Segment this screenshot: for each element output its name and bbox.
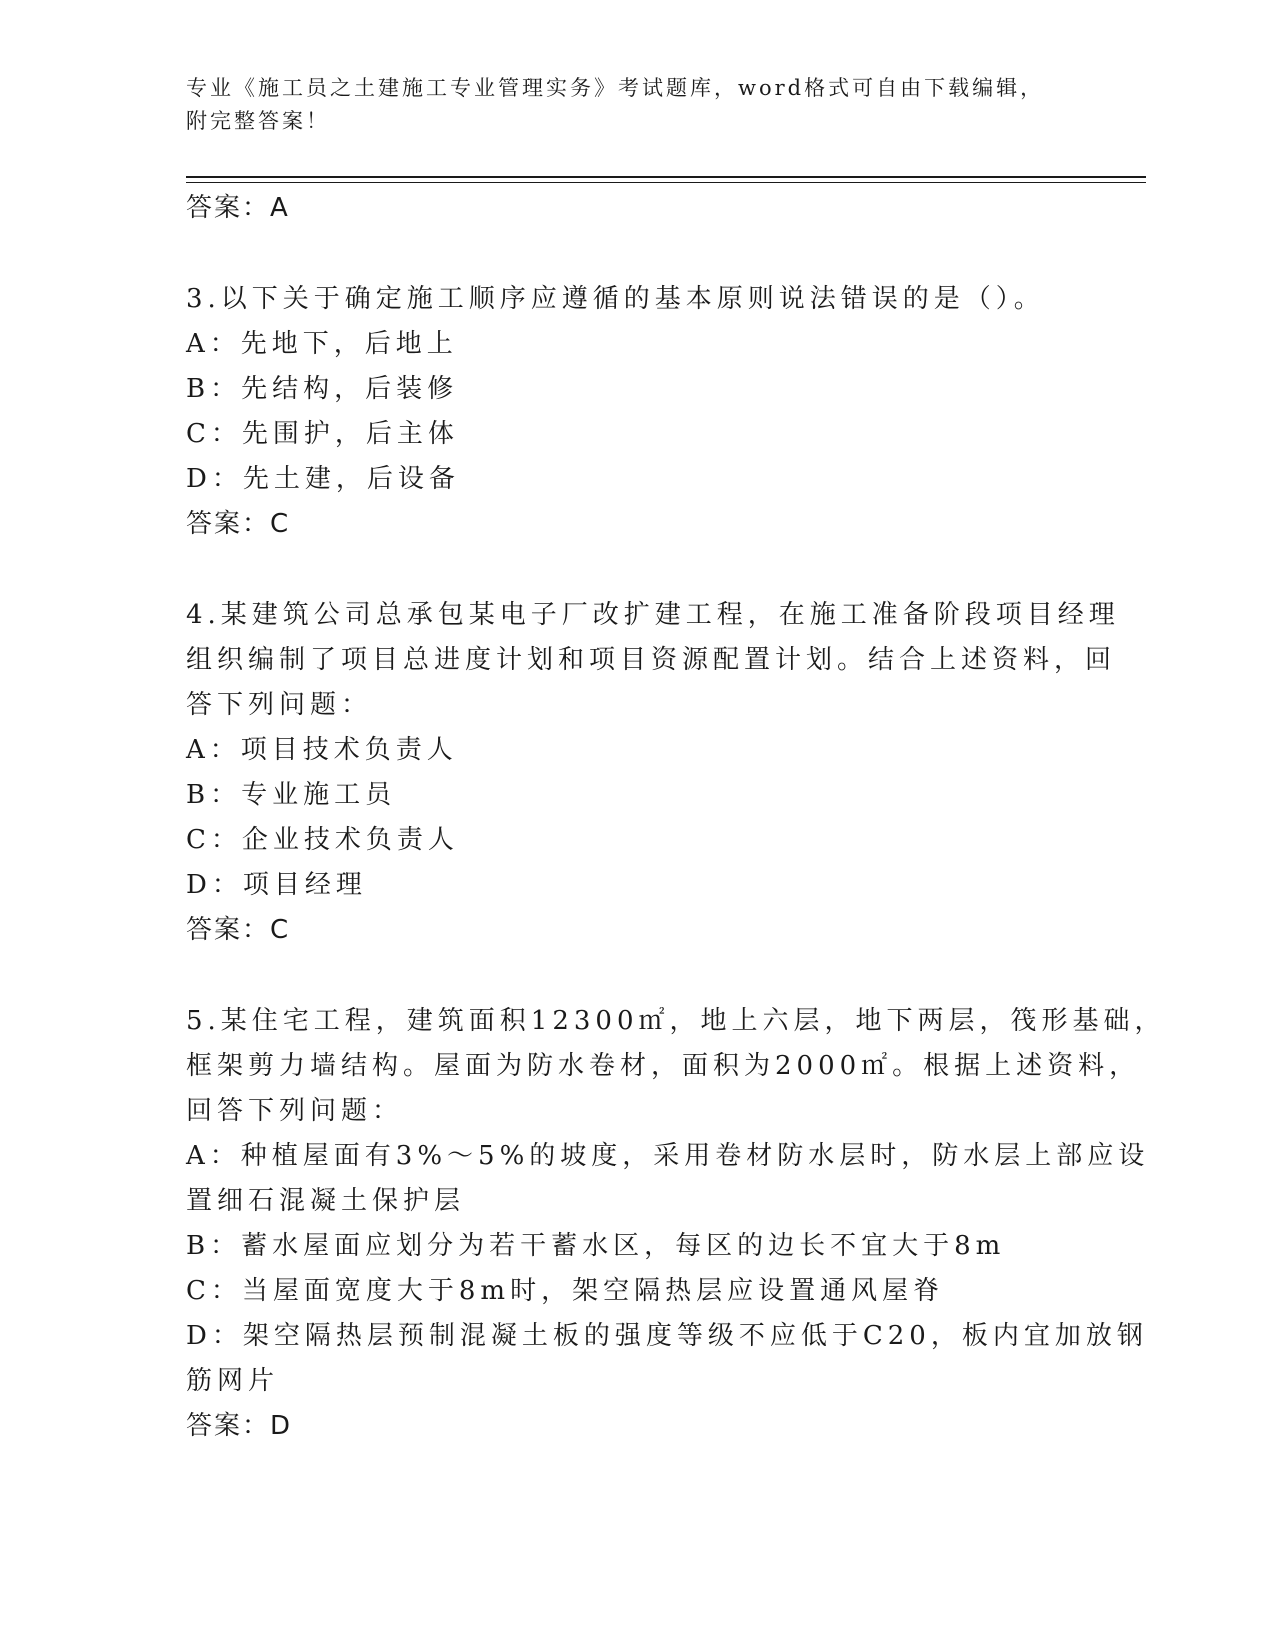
- option-b: B：先结构，后装修: [186, 374, 459, 404]
- document-header: [186, 72, 1066, 138]
- header-rule-thick: [186, 176, 1146, 178]
- question-text: 5.某住宅工程，建筑面积12300㎡，地上六层，地下两层，筏形基础，: [186, 1006, 1166, 1036]
- header-line-2: 附完整答案！: [186, 109, 330, 133]
- question-text: 3.以下关于确定施工顺序应遵循的基本原则说法错误的是（）。: [186, 284, 1045, 314]
- option-c: C：当屋面宽度大于8m时，架空隔热层应设置通风屋脊: [186, 1276, 945, 1306]
- option-d: D：先土建，后设备: [186, 464, 460, 494]
- document-body: [186, 186, 1166, 1449]
- question-text: 答下列问题：: [186, 690, 373, 720]
- option-a: A：项目技术负责人: [186, 735, 458, 765]
- answer-line: 答案：C: [186, 915, 291, 945]
- question-block: [186, 999, 1166, 1449]
- spacer: [186, 547, 1086, 593]
- option-b: B：专业施工员: [186, 780, 397, 810]
- question-block: [186, 277, 1086, 547]
- header-line-1: 专业《施工员之土建施工专业管理实务》考试题库，word格式可自由下载编辑，: [186, 76, 1045, 100]
- question-text: 组织编制了项目总进度计划和项目资源配置计划。结合上述资料，回: [186, 645, 1117, 675]
- option-a: A：种植屋面有3%～5%的坡度，采用卷材防水层时，防水层上部应设: [186, 1141, 1150, 1171]
- spacer: [186, 231, 1086, 277]
- question-text: 框架剪力墙结构。屋面为防水卷材，面积为2000㎡。根据上述资料，: [186, 1051, 1141, 1081]
- option-b: B：蓄水屋面应划分为若干蓄水区，每区的边长不宜大于8m: [186, 1231, 1006, 1261]
- answer-line: 答案：A: [186, 193, 290, 223]
- option-d-continued: 筋网片: [186, 1366, 280, 1396]
- option-c: C：企业技术负责人: [186, 825, 459, 855]
- option-d: D：项目经理: [186, 870, 367, 900]
- answer-line: 答案：C: [186, 509, 291, 539]
- question-text: 回答下列问题：: [186, 1096, 404, 1126]
- question-text: 4.某建筑公司总承包某电子厂改扩建工程，在施工准备阶段项目经理: [186, 600, 1120, 630]
- option-a: A：先地下，后地上: [186, 329, 458, 359]
- question-block: [186, 593, 1120, 953]
- header-rule-thin: [186, 182, 1146, 183]
- spacer: [186, 953, 1086, 999]
- option-d: D：架空隔热层预制混凝土板的强度等级不应低于C20，板内宜加放钢: [186, 1321, 1148, 1351]
- answer-line: 答案：D: [186, 1411, 293, 1441]
- option-a-continued: 置细石混凝土保护层: [186, 1186, 466, 1216]
- option-c: C：先围护，后主体: [186, 419, 459, 449]
